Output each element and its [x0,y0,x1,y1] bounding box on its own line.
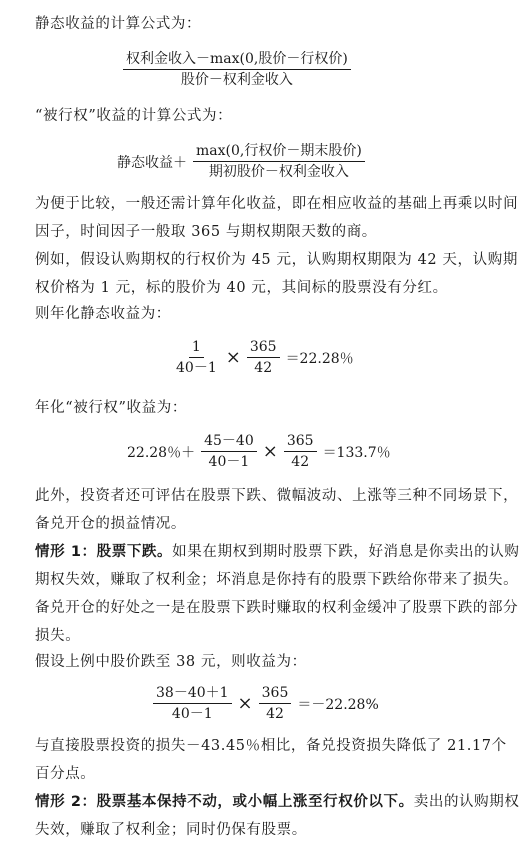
paragraph-example: 例如，假设认购期权的行权价为 45 元，认购期权期限为 42 天，认购期权价格为 1 元，标的股价为 40 元，其间标的股票没有分红。 [35,252,518,296]
scenario-2-text: 卖出的认购期权失效，赚取了权利金；同时仍保有股票。 [35,794,520,838]
annual-exercised-frac2-denominator: 42 [291,454,310,470]
annual-exercised-frac1-denominator: 40－1 [208,454,250,470]
annual-exercised-label: 年化“被行权”收益为： [35,400,187,416]
scenario-2-title: 情形 2：股票基本保持不动，或小幅上涨至行权价以下。 [35,794,414,810]
exercised-formula [114,142,368,181]
annual-exercised-frac2-numerator: 365 [284,432,317,452]
annual-exercised-fraction-1 [201,432,257,471]
annual-exercised-prefix: 22.28％＋ [127,444,196,461]
annual-static-result: ＝22.28％ [285,350,354,367]
static-formula-denominator: 股价－权利金收入 [180,72,293,88]
scenario-1-formula [150,684,382,723]
scenario-1-text: 如果在期权到期时股票下跌，好消息是你卖出的认购期权失效，赚取了权利金；坏消息是你持有的股票下跌给你带来了损失。备兑开仓的好处之一是在股票下跌时赚取的权利金缓冲了股票下跌的部分损失。 [35,544,520,644]
annual-exercised-frac1-numerator: 45－40 [201,432,257,452]
annual-static-fraction-1 [173,338,220,377]
static-formula-label: 静态收益的计算公式为： [35,16,202,32]
annual-exercised-formula [124,432,394,471]
scenario-1-example-label: 假设上例中股价跌至 38 元，则收益为： [35,654,307,670]
static-formula [120,50,354,89]
times-sign: × [225,347,241,368]
times-sign: × [262,441,278,462]
annual-exercised-fraction-2 [284,432,317,471]
exercised-formula-label: “被行权”收益的计算公式为： [35,108,233,124]
scenario-1-frac2-denominator: 42 [266,706,284,722]
scenario-2 [35,788,521,844]
annual-exercised-result: ＝133.7％ [322,444,391,461]
annual-static-label: 则年化静态收益为： [35,306,171,322]
exercised-formula-numerator: max(0,行权价－期末股价) [193,142,365,162]
scenario-1-fraction-1 [153,684,232,723]
paragraph-scenarios: 此外，投资者还可评估在股票下跌、微幅波动、上涨等三种不同场景下，备兑开仓的损益情况。 [35,488,519,532]
exercised-formula-prefix: 静态收益＋ [117,154,187,171]
static-formula-numerator: 权利金收入－max(0,股价－行权价) [123,50,351,70]
scenario-1-frac2-numerator: 365 [259,684,292,704]
scenario-1-frac1-denominator: 40－1 [171,706,213,722]
paragraph-annualize: 为便于比较，一般还需计算年化收益，即在相应收益的基础上再乘以时间因子，时间因子一般取 365 与期权期限天数的商。 [35,196,519,240]
scenario-1-fraction-2 [259,684,292,723]
paragraph-compare: 与直接股票投资的损失－43.45％相比，备兑投资损失降低了 21.17个百分点。 [35,738,507,782]
annual-static-frac2-denominator: 42 [254,360,273,376]
annual-static-frac1-denominator: 40－1 [176,360,217,376]
annual-static-frac1-numerator: 1 [189,338,204,358]
times-sign: × [237,693,253,714]
exercised-formula-fraction [193,142,365,181]
scenario-1-frac1-numerator: 38－40＋1 [153,684,232,704]
annual-static-frac2-numerator: 365 [247,338,280,358]
exercised-formula-denominator: 期初股价－权利金收入 [208,164,349,180]
annual-static-fraction-2 [247,338,280,377]
scenario-1-result: ＝－22.28% [297,696,379,713]
scenario-1-title: 情形 1：股票下跌。 [35,544,173,560]
scenario-1 [35,538,521,650]
annual-static-formula [170,338,357,377]
static-formula-fraction [123,50,351,89]
